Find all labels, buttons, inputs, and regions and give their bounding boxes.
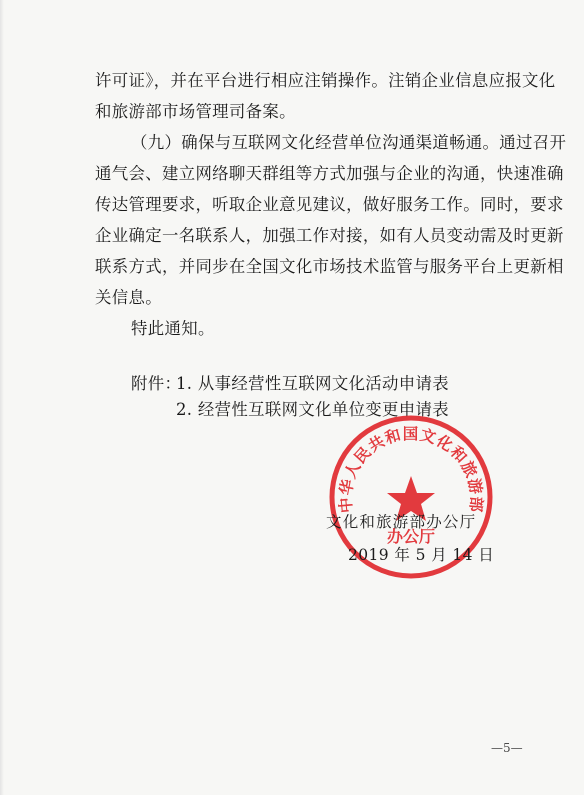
issuing-organization: 文化和旅游部办公厅 [326, 513, 477, 531]
attachment-item-2: 2. 经营性互联网文化单位变更申请表 [176, 400, 450, 419]
svg-text:办公厅: 办公厅 [386, 527, 436, 546]
page-number: —5— [491, 741, 523, 755]
body-line-8: 关信息。 [95, 288, 162, 307]
body-line-3: （九）确保与互联网文化经营单位沟通渠道畅通。通过召开 [131, 133, 567, 152]
body-line-5: 传达管理要求，听取企业意见建议，做好服务工作。同时，要求 [95, 195, 564, 214]
body-line-1: 许可证》，并在平台进行相应注销操作。注销企业信息应报文化 [95, 71, 556, 90]
attachment-item-1: 1. 从事经营性互联网文化活动申请表 [176, 374, 450, 393]
issue-date: 2019 年 5 月 14 日 [348, 546, 495, 564]
body-line-2: 和旅游部市场管理司备案。 [95, 102, 296, 121]
notice-closing: 特此通知。 [131, 319, 215, 338]
body-line-7: 联系方式，并同步在全国文化市场技术监管与服务平台上更新相 [95, 257, 564, 276]
attachments-label: 附件： [131, 374, 182, 393]
body-line-4: 通气会、建立网络聊天群组等方式加强与企业的沟通，快速准确 [95, 164, 564, 183]
page-edge-shadow [0, 0, 4, 795]
svg-text:中华人民共和国文化和旅游部: 中华人民共和国文化和旅游部 [336, 425, 486, 514]
body-line-6: 企业确定一名联系人，加强工作对接，如有人员变动需及时更新 [95, 226, 564, 245]
